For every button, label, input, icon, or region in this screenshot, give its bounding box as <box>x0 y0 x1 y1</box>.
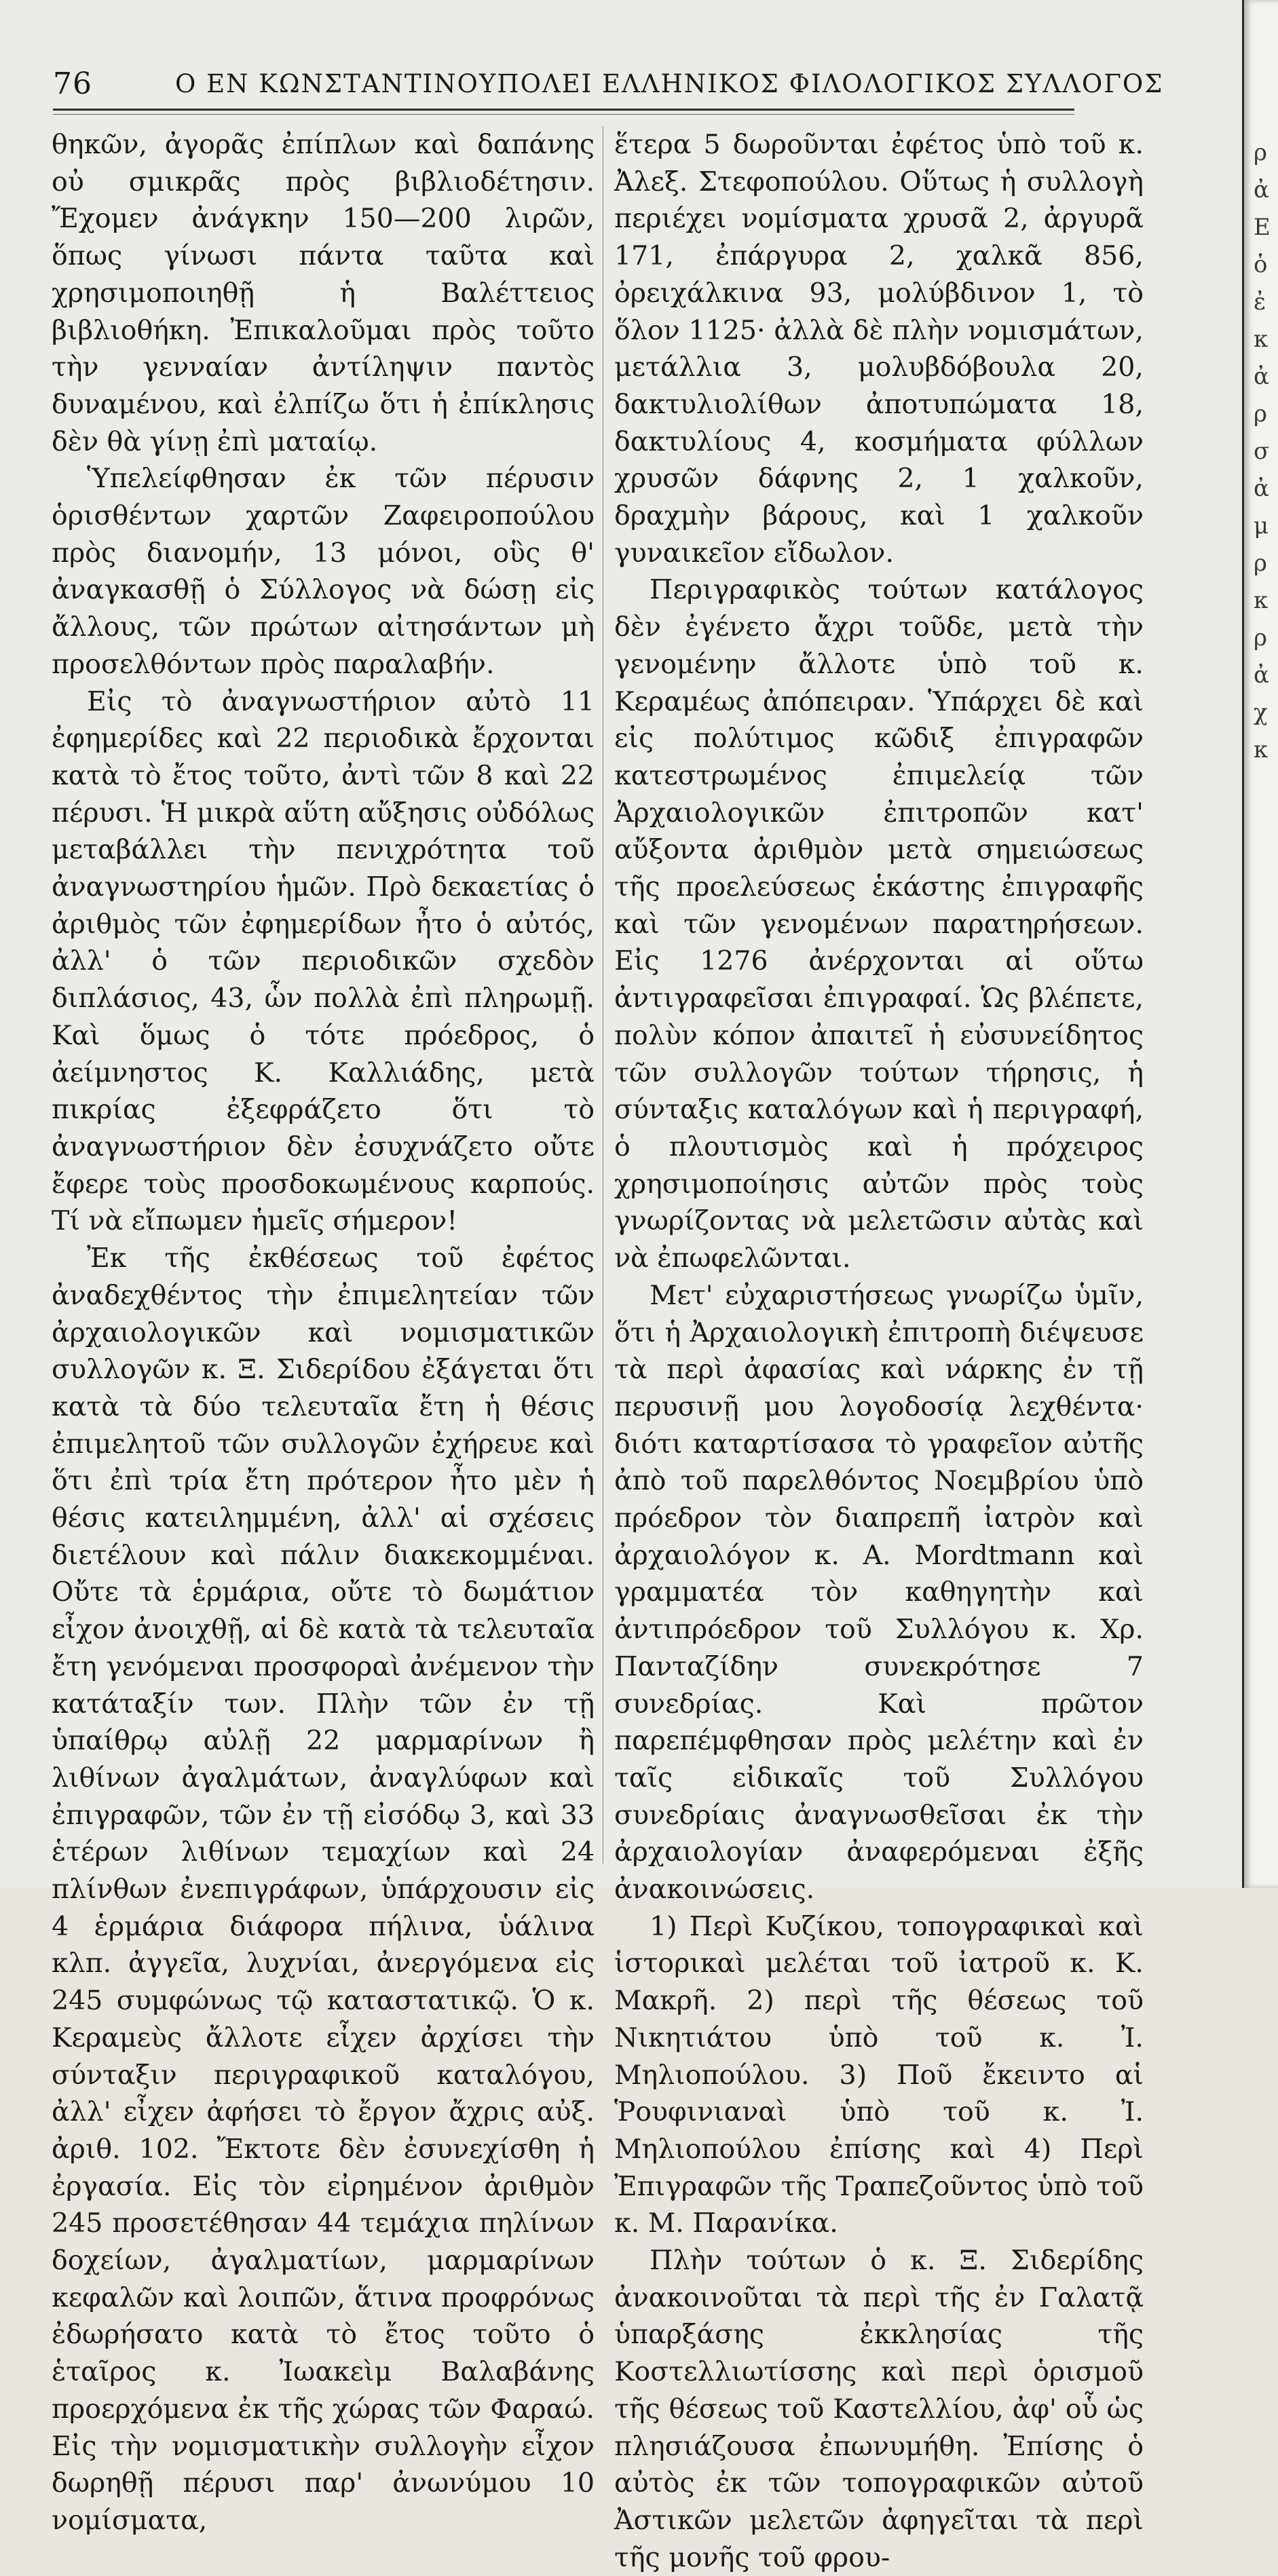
header-rule-thin <box>53 114 1074 115</box>
page-number: 76 <box>53 67 92 101</box>
edge-glyph: κ <box>1254 326 1268 353</box>
paragraph: θηκῶν, ἀγορᾶς ἐπίπλων καὶ δαπάνης οὐ σμικρᾶς πρὸς βιβλιοδέτησιν. Ἔχομεν ἀνάγκην 150—200 λιρῶν, ὅπως γίνωσι πάντα ταῦτα καὶ χρησιμοποιηθῇ ἡ Βαλέττειος βιβλιοθήκη. Ἐπικαλοῦμαι πρὸς τοῦτο τὴν γενναίαν ἀντίληψιν παντὸς δυναμένου, καὶ ἐλπίζω ὅτι ἡ ἐπίκλησις δὲν θὰ γίνῃ ἐπὶ ματαίῳ. <box>52 129 595 457</box>
edge-glyph: κ <box>1254 736 1268 763</box>
paragraph: Μετ' εὐχαριστήσεως γνωρίζω ὑμῖν, ὅτι ἡ Ἀρχαιολογικὴ ἐπιτροπὴ διέψευσε τὰ περὶ ἀφασίας καὶ νάρκης ἐν τῇ περυσινῇ μου λογοδοσίᾳ λεχθέντα· διότι καταρτίσασα τὸ γραφεῖον αὐτῆς ἀπὸ τοῦ παρελθόντος Νοεμβρίου ὑπὸ πρόεδρον τὸν διαπρεπῆ ἰατρὸν καὶ ἀρχαιολόγον κ. A. Mordtmann καὶ γραμματέα τὸν καθηγητὴν καὶ ἀντιπρόεδρον τοῦ Συλλόγου κ. Χρ. Πανταζίδην συνεκρότησε 7 συνεδρίας. Καὶ πρῶτον παρεπέμφθησαν πρὸς μελέτην καὶ ἐν ταῖς εἰδικαῖς τοῦ Συλλόγου συνεδρίαις ἀναγνωσθεῖσαι ἐκ τὴν ἀρχαιολογίαν ἀναφερόμεναι ἐξῆς ἀνακοινώσεις. <box>614 1279 1144 1906</box>
paragraph: 1) Περὶ Κυζίκου, τοπογραφικαὶ καὶ ἱστορικαὶ μελέται τοῦ ἰατροῦ κ. Κ. Μακρῆ. 2) περὶ τῆς θέσεως τοῦ Νικητιάτου ὑπὸ τοῦ κ. Ἰ. Μηλιοπούλου. 3) Ποῦ ἔκειντο αἱ Ῥουφινιαναὶ ὑπὸ τοῦ κ. Ἰ. Μηλιοπούλου ἐπίσης καὶ 4) Περὶ Ἐπιγραφῶν τῆς Τραπεζοῦντος ὑπὸ τοῦ κ. Μ. Παρανίκα. <box>614 1910 1144 2239</box>
edge-glyph: ἀ <box>1254 662 1269 689</box>
edge-glyph: Ε <box>1254 214 1271 241</box>
header-rule <box>53 109 1074 111</box>
running-title: Ο ΕΝ ΚΩΝΣΤΑΝΤΙΝΟΥΠΟΛΕΙ ΕΛΛΗΝΙΚΟΣ ΦΙΛΟΛΟΓΙΚΟΣ ΣΥΛΛΟΓΟΣ <box>175 69 1164 98</box>
paragraph: ἕτερα 5 δωροῦνται ἐφέτος ὑπὸ τοῦ κ. Ἀλεξ. Στεφοπούλου. Οὕτως ἡ συλλογὴ περιέχει νομίσματα χρυσᾶ 2, ἀργυρᾶ 171, ἐπάργυρα 2, χαλκᾶ 856, ὀρειχάλκινα 93, μολύβδινον 1, τὸ ὅλον 1125· ἀλλὰ δὲ πλὴν νομισμάτων, μετάλλια 3, μολυβδόβουλα 20, δακτυλιολίθων ἀποτυπώματα 18, δακτυλίους 4, κοσμήματα φύλλων χρυσῶν δάφνης 2, 1 χαλκοῦν, δραχμὴν βάρους, καὶ 1 χαλκοῦν γυναικεῖον εἴδωλον. <box>614 129 1144 569</box>
paragraph: Περιγραφικὸς τούτων κατάλογος δὲν ἐγένετο ἄχρι τοῦδε, μετὰ τὴν γενομένην ἄλλοτε ὑπὸ τοῦ κ. Κεραμέως ἀπόπειραν. Ὑπάρχει δὲ καὶ εἰς πολύτιμος κῶδιξ ἐπιγραφῶν κατεστρωμένος ἐπιμελείᾳ τῶν Ἀρχαιολογικῶν ἐπιτροπῶν κατ' αὔξοντα ἀριθμὸν μετὰ σημειώσεως τῆς προελεύσεως ἑκάστης ἐπιγραφῆς καὶ τῶν γενομένων παρατηρήσεων. Εἰς 1276 ἀνέρχονται αἱ οὕτω ἀντιγραφεῖσαι ἐπιγραφαί. Ὡς βλέπετε, πολὺν κόπον ἀπαιτεῖ ἡ εὐσυνείδητος τῶν συλλογῶν τούτων τήρησις, ἡ σύνταξις καταλόγων καὶ ἡ περιγραφή, ὁ πλουτισμὸς καὶ ἡ πρόχειρος χρησιμοποίησις αὐτῶν πρὸς τοὺς γνωρίζοντας νὰ μελετῶσιν αὐτὰς καὶ νὰ ἐπωφελῶνται. <box>614 574 1144 1274</box>
paragraph: Ἐκ τῆς ἐκθέσεως τοῦ ἐφέτος ἀναδεχθέντος τὴν ἐπιμελητείαν τῶν ἀρχαιολογικῶν καὶ νομισματικῶν συλλογῶν κ. Ξ. Σιδερίδου ἐξάγεται ὅτι κατὰ τὰ δύο τελευταῖα ἔτη ἡ θέσις ἐπιμελητοῦ τῶν συλλογῶν ἐχήρευε καὶ ὅτι ἐπὶ τρία ἔτη πρότερον ἦτο μὲν ἡ θέσις κατειλημμένη, ἀλλ' αἱ σχέσεις διετέλουν καὶ πάλιν διακεκομμέναι. Οὔτε τὰ ἑρμάρια, οὔτε τὸ δωμάτιον εἶχον ἀνοιχθῇ, αἱ δὲ κατὰ τὰ τελευταῖα ἔτη γενόμεναι προσφοραὶ ἀνέμενον τὴν κατάταξίν των. Πλὴν τῶν ἐν τῇ ὑπαίθρῳ αὐλῇ 22 μαρμαρίνων ἢ λιθίνων ἀγαλμάτων, ἀναγλύφων καὶ ἐπιγραφῶν, τῶν ἐν τῇ εἰσόδῳ 3, καὶ 33 ἑτέρων λιθίνων τεμαχίων καὶ 24 πλίνθων ἐνεπιγράφων, ὑπάρχουσιν εἰς 4 ἑρμάρια διάφορα πήλινα, ὑάλινα κλπ. ἀγγεῖα, λυχνίαι, ἀνεργόμενα εἰς 245 συμφώνως τῷ καταστατικῷ. Ὁ κ. Κεραμεὺς ἄλλοτε εἶχεν ἀρχίσει τὴν σύνταξιν περιγραφικοῦ καταλόγου, ἀλλ' εἶχεν ἀφήσει τὸ ἔργον ἄχρις αὐξ. ἀριθ. 102. Ἔκτοτε δὲν ἐσυνεχίσθη ἡ ἐργασία. Εἰς τὸν εἰρημένον ἀριθμὸν 245 προσετέθησαν 44 τεμάχια πηλίνων δοχείων, ἀγαλματίων, μαρμαρίνων κεφαλῶν καὶ λοιπῶν, ἅτινα προφρόνως ἐδωρήσατο κατὰ τὸ ἔτος τοῦτο ὁ ἑταῖρος κ. Ἰωακεὶμ Βαλαβάνης προερχόμενα ἐκ τῆς χώρας τῶν Φαραώ. Εἰς τὴν νομισματικὴν συλλογὴν εἶχον δωρηθῇ πέρυσι παρ' ἀνωνύμου 10 νομίσματα, <box>52 1243 595 2536</box>
edge-glyph: ρ <box>1254 139 1267 166</box>
edge-glyph: χ <box>1254 699 1268 726</box>
right-column <box>614 126 1144 2576</box>
edge-glyph: ἀ <box>1254 176 1269 204</box>
paragraph: Εἰς τὸ ἀναγνωστήριον αὐτὸ 11 ἐφημερίδες καὶ 22 περιοδικὰ ἔρχονται κατὰ τὸ ἔτος τοῦτο, ἀντὶ τῶν 8 καὶ 22 πέρυσι. Ἡ μικρὰ αὕτη αὔξησις οὐδόλως μεταβάλλει τὴν πενιχρότητα τοῦ ἀναγνωστηρίου ἡμῶν. Πρὸ δεκαετίας ὁ ἀριθμὸς τῶν ἐφημερίδων ἦτο ὁ αὐτός, ἀλλ' ὁ τῶν περιοδικῶν σχεδὸν διπλάσιος, 43, ὧν πολλὰ ἐπὶ πληρωμῇ. Καὶ ὅμως ὁ τότε πρόεδρος, ὁ ἀείμνηστος Κ. Καλλιάδης, μετὰ πικρίας ἐξεφράζετο ὅτι τὸ ἀναγνωστήριον δὲν ἐσυχνάζετο οὔτε ἔφερε τοὺς προσδοκωμένους καρπούς. Τί νὰ εἴπωμεν ἡμεῖς σήμερον! <box>52 685 595 1237</box>
edge-glyph: σ <box>1254 438 1270 465</box>
paragraph: Πλὴν τούτων ὁ κ. Ξ. Σιδερίδης ἀνακοινοῦται τὰ περὶ τῆς ἐν Γαλατᾷ ὑπαρξάσης ἐκκλησίας τῆς Κοστελλιωτίσσης καὶ περὶ ὁρισμοῦ τῆς θέσεως τοῦ Καστελλίου, ἀφ' οὗ ὡς πλησιάζουσα ἐπωνυμήθη. Ἐπίσης ὁ αὐτὸς ἐκ τῶν τοπογραφικῶν αὐτοῦ Ἀστικῶν μελετῶν ἀφηγεῖται τὰ περὶ τῆς μονῆς τοῦ φρου- <box>614 2245 1144 2573</box>
edge-glyph: ὁ <box>1254 251 1268 278</box>
edge-glyph: μ <box>1254 512 1269 539</box>
edge-glyph: ρ <box>1254 624 1267 651</box>
edge-glyph: κ <box>1254 587 1268 614</box>
adjacent-page-edge <box>1242 0 1278 1888</box>
paragraph: Ὑπελείφθησαν ἐκ τῶν πέρυσιν ὁρισθέντων χαρτῶν Ζαφειροπούλου πρὸς διανομήν, 13 μόνοι, οὓς θ' ἀναγκασθῇ ὁ Σύλλογος νὰ δώσῃ εἰς ἄλλους, τῶν πρώτων αἰτησάντων μὴ προσελθόντων πρὸς παραλαβήν. <box>52 463 595 680</box>
edge-glyph: ρ <box>1254 400 1267 428</box>
left-column <box>52 126 595 2539</box>
page-header <box>53 67 1164 107</box>
edge-glyph: ἀ <box>1254 363 1269 390</box>
edge-glyph: ἀ <box>1254 475 1269 502</box>
edge-glyph: ἐ <box>1254 288 1266 316</box>
edge-glyph: ρ <box>1254 550 1267 577</box>
